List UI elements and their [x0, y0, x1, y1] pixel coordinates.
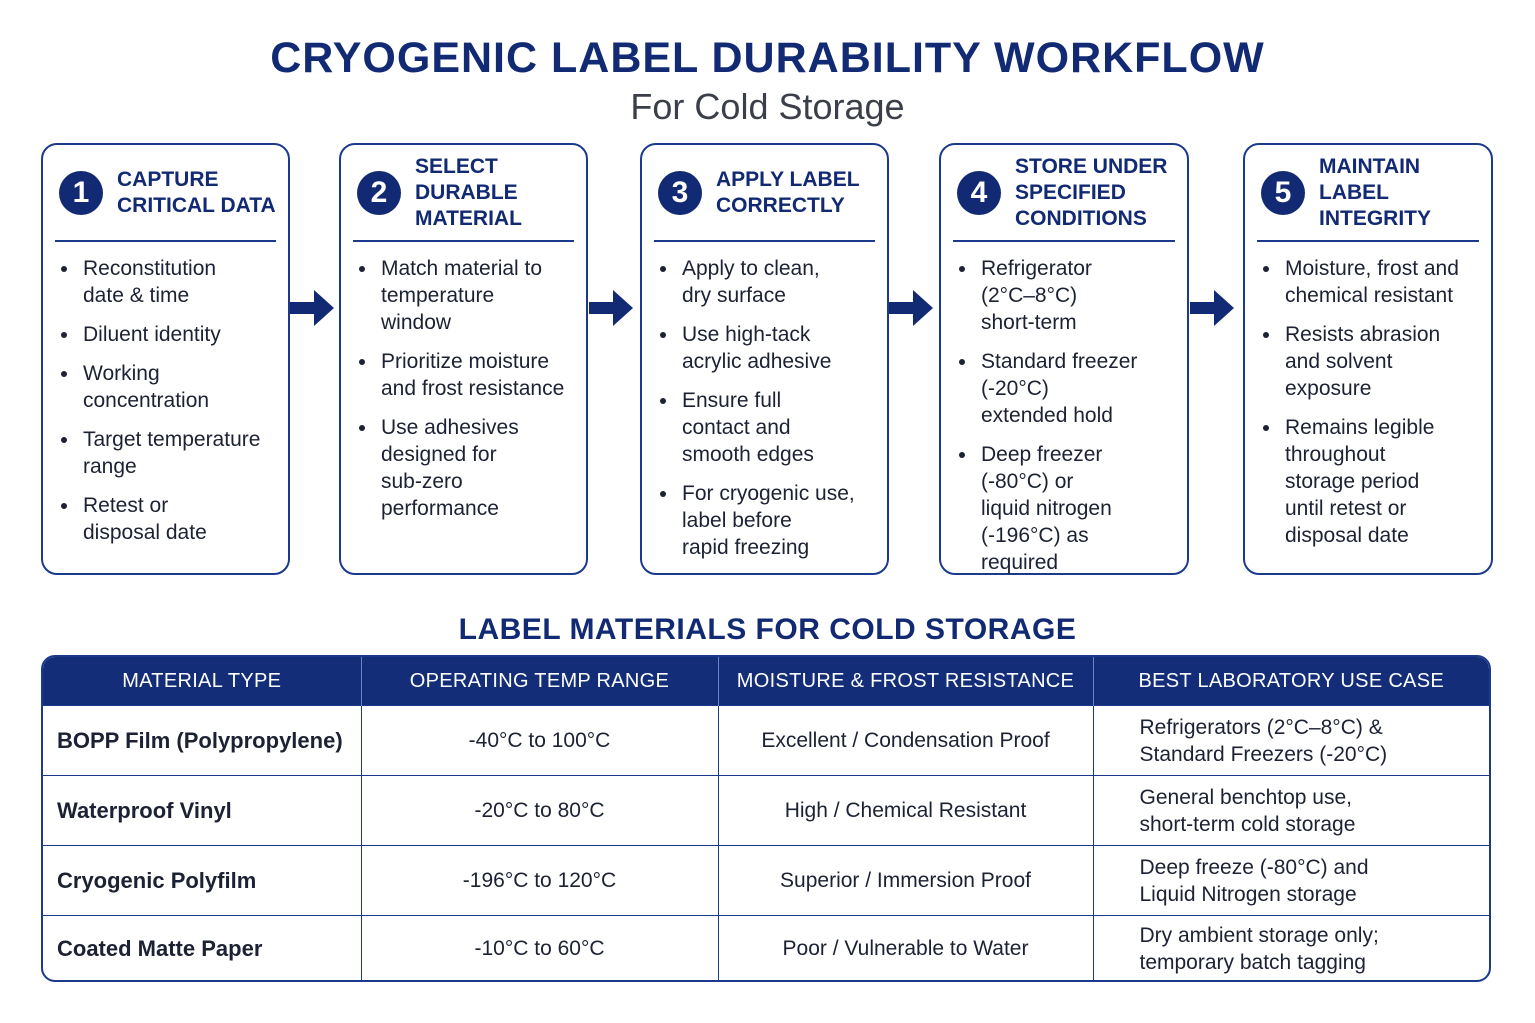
- materials-table-title: LABEL MATERIALS FOR COLD STORAGE: [458, 613, 1077, 646]
- step-card-3: [640, 143, 889, 575]
- material-type-cell: Waterproof Vinyl: [43, 776, 361, 846]
- step-number-badge: 4: [957, 171, 1001, 215]
- bullet-item: For cryogenic use, label before rapid freezing: [656, 480, 877, 561]
- resistance-cell: Poor / Vulnerable to Water: [718, 916, 1093, 983]
- table-row: [43, 776, 1489, 846]
- bullet-item: Retest or disposal date: [57, 492, 278, 546]
- use-case-cell: Refrigerators (2°C–8°C) & Standard Freezers (-20°C): [1093, 706, 1489, 776]
- column-header: MOISTURE & FROST RESISTANCE: [718, 657, 1093, 706]
- step-card-5: [1243, 143, 1493, 575]
- table-row: [43, 916, 1489, 983]
- step-header: [1257, 145, 1479, 242]
- arrow-right-icon: [1190, 286, 1236, 330]
- bullet-item: Apply to clean, dry surface: [656, 255, 877, 309]
- material-type-cell: BOPP Film (Polypropylene): [43, 706, 361, 776]
- step-title: CAPTURE CRITICAL DATA: [117, 167, 276, 217]
- page-title: CRYOGENIC LABEL DURABILITY WORKFLOW: [270, 34, 1265, 82]
- temp-range-cell: -10°C to 60°C: [361, 916, 718, 983]
- use-case-cell: Deep freeze (-80°C) and Liquid Nitrogen storage: [1093, 846, 1489, 916]
- bullet-item: Use high-tack acrylic adhesive: [656, 321, 877, 375]
- step-card-4: [939, 143, 1189, 575]
- step-bullets: [656, 255, 877, 573]
- arrow-right-icon: [589, 286, 635, 330]
- step-title: STORE UNDER SPECIFIED CONDITIONS: [1015, 154, 1168, 230]
- step-bullets: [1259, 255, 1481, 561]
- bullet-item: Use adhesives designed for sub-zero performance: [355, 414, 576, 522]
- material-type-cell: Cryogenic Polyfilm: [43, 846, 361, 916]
- bullet-item: Working concentration: [57, 360, 278, 414]
- column-header: MATERIAL TYPE: [43, 657, 361, 706]
- bullet-item: Standard freezer (-20°C) extended hold: [955, 348, 1177, 429]
- step-header: [353, 145, 574, 242]
- step-number-badge: 3: [658, 171, 702, 215]
- resistance-cell: Superior / Immersion Proof: [718, 846, 1093, 916]
- step-number-badge: 1: [59, 171, 103, 215]
- step-card-2: [339, 143, 588, 575]
- step-card-1: [41, 143, 290, 575]
- step-header: [654, 145, 875, 242]
- step-title: MAINTAIN LABEL INTEGRITY: [1319, 154, 1432, 230]
- temp-range-cell: -40°C to 100°C: [361, 706, 718, 776]
- temp-range-cell: -196°C to 120°C: [361, 846, 718, 916]
- bullet-item: Moisture, frost and chemical resistant: [1259, 255, 1481, 309]
- bullet-item: Refrigerator (2°C–8°C) short-term: [955, 255, 1177, 336]
- table-row: [43, 706, 1489, 776]
- temp-range-cell: -20°C to 80°C: [361, 776, 718, 846]
- bullet-item: Reconstitution date & time: [57, 255, 278, 309]
- table-header-row: [43, 657, 1489, 706]
- bullet-item: Diluent identity: [57, 321, 278, 348]
- bullet-item: Match material to temperature window: [355, 255, 576, 336]
- step-bullets: [57, 255, 278, 558]
- material-type-cell: Coated Matte Paper: [43, 916, 361, 983]
- step-title: APPLY LABEL CORRECTLY: [716, 167, 860, 217]
- bullet-item: Target temperature range: [57, 426, 278, 480]
- step-title: SELECT DURABLE MATERIAL: [415, 154, 522, 230]
- step-number-badge: 5: [1261, 171, 1305, 215]
- column-header: BEST LABORATORY USE CASE: [1093, 657, 1489, 706]
- step-bullets: [955, 255, 1177, 588]
- bullet-item: Deep freezer (-80°C) or liquid nitrogen (-196°C) as required: [955, 441, 1177, 576]
- materials-table: [41, 655, 1491, 982]
- step-header: [953, 145, 1175, 242]
- bullet-item: Remains legible throughout storage period until retest or disposal date: [1259, 414, 1481, 549]
- bullet-item: Ensure full contact and smooth edges: [656, 387, 877, 468]
- use-case-cell: General benchtop use, short-term cold storage: [1093, 776, 1489, 846]
- step-bullets: [355, 255, 576, 534]
- use-case-cell: Dry ambient storage only; temporary batch tagging: [1093, 916, 1489, 983]
- arrow-right-icon: [290, 286, 336, 330]
- resistance-cell: Excellent / Condensation Proof: [718, 706, 1093, 776]
- step-header: [55, 145, 276, 242]
- table-row: [43, 846, 1489, 916]
- bullet-item: Resists abrasion and solvent exposure: [1259, 321, 1481, 402]
- arrow-right-icon: [889, 286, 935, 330]
- bullet-item: Prioritize moisture and frost resistance: [355, 348, 576, 402]
- resistance-cell: High / Chemical Resistant: [718, 776, 1093, 846]
- step-number-badge: 2: [357, 171, 401, 215]
- column-header: OPERATING TEMP RANGE: [361, 657, 718, 706]
- page-subtitle: For Cold Storage: [630, 86, 905, 127]
